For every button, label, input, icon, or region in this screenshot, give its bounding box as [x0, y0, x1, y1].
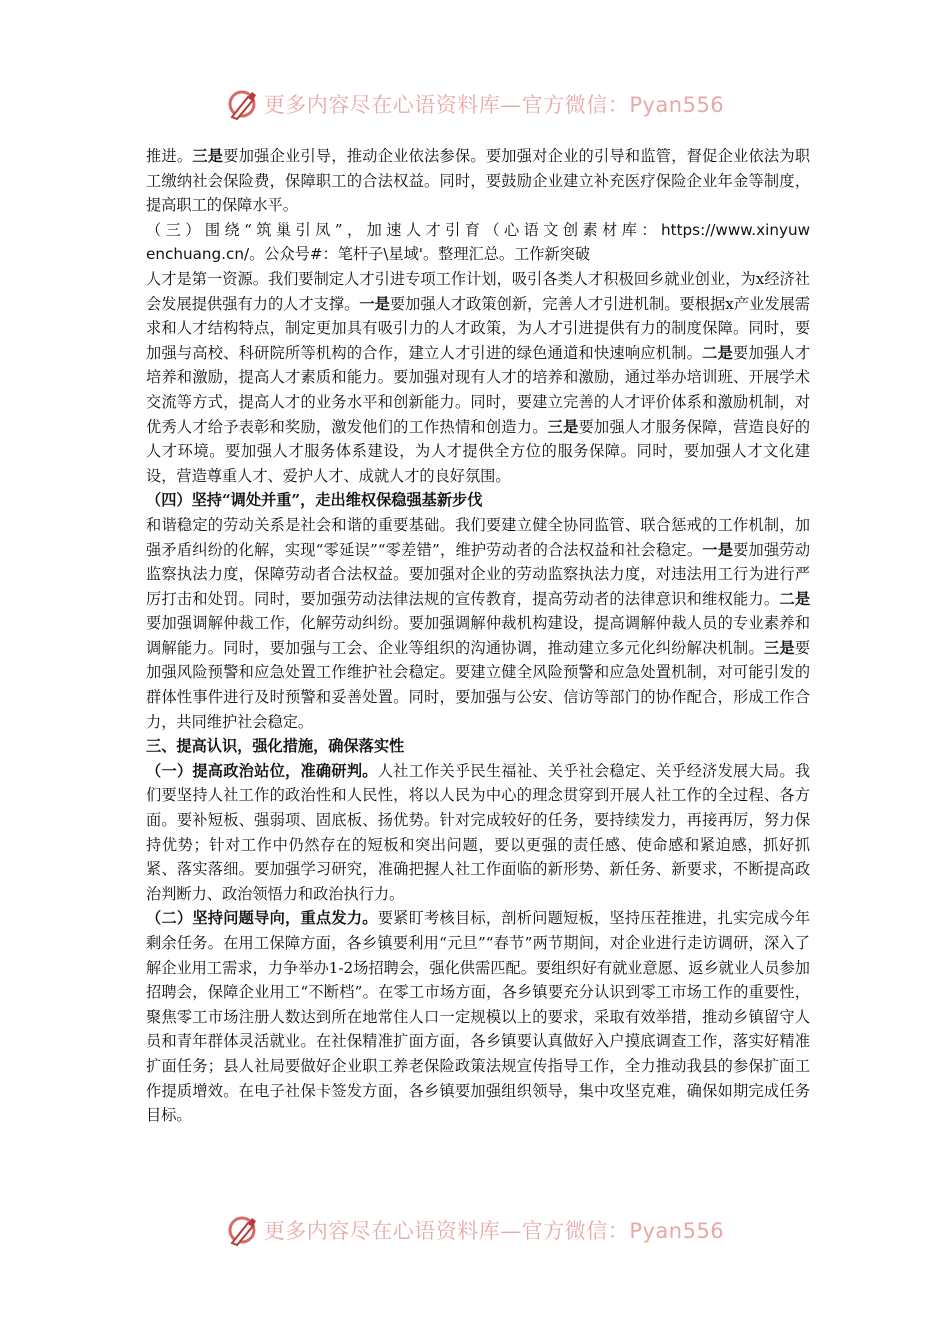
chapter-heading: 三、提高认识，强化措施，确保落实性	[146, 737, 405, 756]
section-heading-4: （四）坚持“调处并重”，走出维权保稳强基新步伐	[146, 491, 483, 510]
section-heading-3: （三）围绕“筑巢引凤”，加速人才引育（心语文创素材库：https://www.xinyuwenchuang.cn/。公众号#：笔杆子\星域'。整理汇总。工作新突破	[146, 220, 810, 264]
paragraph: 人才是第一资源。我们要制定人才引进专项工作计划，吸引各类人才积极回乡就业创业，为x经济社会发展提供强有力的人才支撑。一是要加强人才政策创新，完善人才引进机制。要根据x产业发展需求和人才结构特点，制定更加具有吸引力的人才政策，为人才引进提供有力的制度保障。同时，要加强与高校、科研院所等机构的合作，建立人才引进的绿色通道和快速响应机制。二是要加强人才培养和激励，提高人才素质和能力。要加强对现有人才的培养和激励，通过举办培训班、开展学术交流等方式，提高人才的业务水平和创新能力。同时，要建立完善的人才评价体系和激励机制，对优秀人才给予表彰和奖励，激发他们的工作热情和创造力。三是要加强人才服务保障，营造良好的人才环境。要加强人才服务体系建设，为人才提供全方位的服务保障。同时，要加强人才文化建设，营造尊重人才、爱护人才、成就人才的良好氛围。	[146, 269, 811, 485]
footer-banner	[0, 1210, 950, 1250]
wechat-id: Pyan556	[629, 93, 725, 117]
banner-text: 更多内容尽在心语资料库—官方微信：Pyan556	[263, 1219, 725, 1243]
pen-logo-icon	[226, 87, 260, 121]
header-banner	[0, 84, 950, 124]
paragraph: 和谐稳定的劳动关系是社会和谐的重要基础。我们要建立健全协同监管、联合惩戒的工作机制，加强矛盾纠纷的化解，实现“零延误”“零差错”，维护劳动者的合法权益和社会稳定。一是要加强劳动监察执法力度，保障劳动者合法权益。要加强对企业的劳动监察执法力度，对违法用工行为进行严厉打击和处罚。同时，要加强劳动法律法规的宣传教育，提高劳动者的法律意识和维权能力。二是要加强调解仲裁工作，化解劳动纠纷。要加强调解仲裁机构建设，提高调解仲裁人员的专业素养和调解能力。同时，要加强与工会、企业等组织的沟通协调，推动建立多元化纠纷解决机制。三是要加强风险预警和应急处置工作维护社会稳定。要建立健全风险预警和应急处置机制，对可能引发的群体性事件进行及时预警和妥善处置。同时，要加强与公安、信访等部门的协作配合，形成工作合力，共同维护社会稳定。	[146, 515, 811, 731]
document-body	[146, 144, 810, 1128]
pen-logo-icon	[226, 1213, 260, 1247]
paragraph: （一）提高政治站位，准确研判。人社工作关乎民生福祉、关乎社会稳定、关乎经济发展大局。我们要坚持人社工作的政治性和人民性，将以人民为中心的理念贯穿到开展人社工作的全过程、各方面。要补短板、强弱项、固底板、扬优势。针对完成较好的任务，要持续发力，再接再厉，努力保持优势；针对工作中仍然存在的短板和突出问题，要以更强的责任感、使命感和紧迫感，抓好抓紧、落实落细。要加强学习研究，准确把握人社工作面临的新形势、新任务、新要求，不断提高政治判断力、政治领悟力和政治执行力。	[146, 761, 811, 903]
paragraph: （二）坚持问题导向，重点发力。要紧盯考核目标，剖析问题短板，坚持压茬推进，扎实完成今年剩余任务。在用工保障方面，各乡镇要利用“元旦”“春节”两节期间，对企业进行走访调研，深入了解企业用工需求，力争举办1-2场招聘会，强化供需匹配。要组织好有就业意愿、返乡就业人员参加招聘会，保障企业用工“不断档”。在零工市场方面，各乡镇要充分认识到零工市场工作的重要性，聚焦零工市场注册人数达到所在地常住人口一定规模以上的要求，采取有效举措，推动乡镇留守人员和青年群体灵活就业。在社保精准扩面方面，各乡镇要认真做好入户摸底调查工作，落实好精准扩面任务；县人社局要做好企业职工养老保险政策法规宣传指导工作，全力推动我县的参保扩面工作提质增效。在电子社保卡签发方面，各乡镇要加强组织领导，集中攻坚克难，确保如期完成任务目标。	[146, 909, 811, 1125]
wechat-id: Pyan556	[629, 1219, 725, 1243]
banner-text: 更多内容尽在心语资料库—官方微信：Pyan556	[263, 93, 725, 117]
paragraph: 推进。三是要加强企业引导，推动企业依法参保。要加强对企业的引导和监管，督促企业依法为职工缴纳社会保险费，保障职工的合法权益。同时，要鼓励企业建立补充医疗保险企业年金等制度，提高职工的保障水平。	[146, 147, 811, 215]
